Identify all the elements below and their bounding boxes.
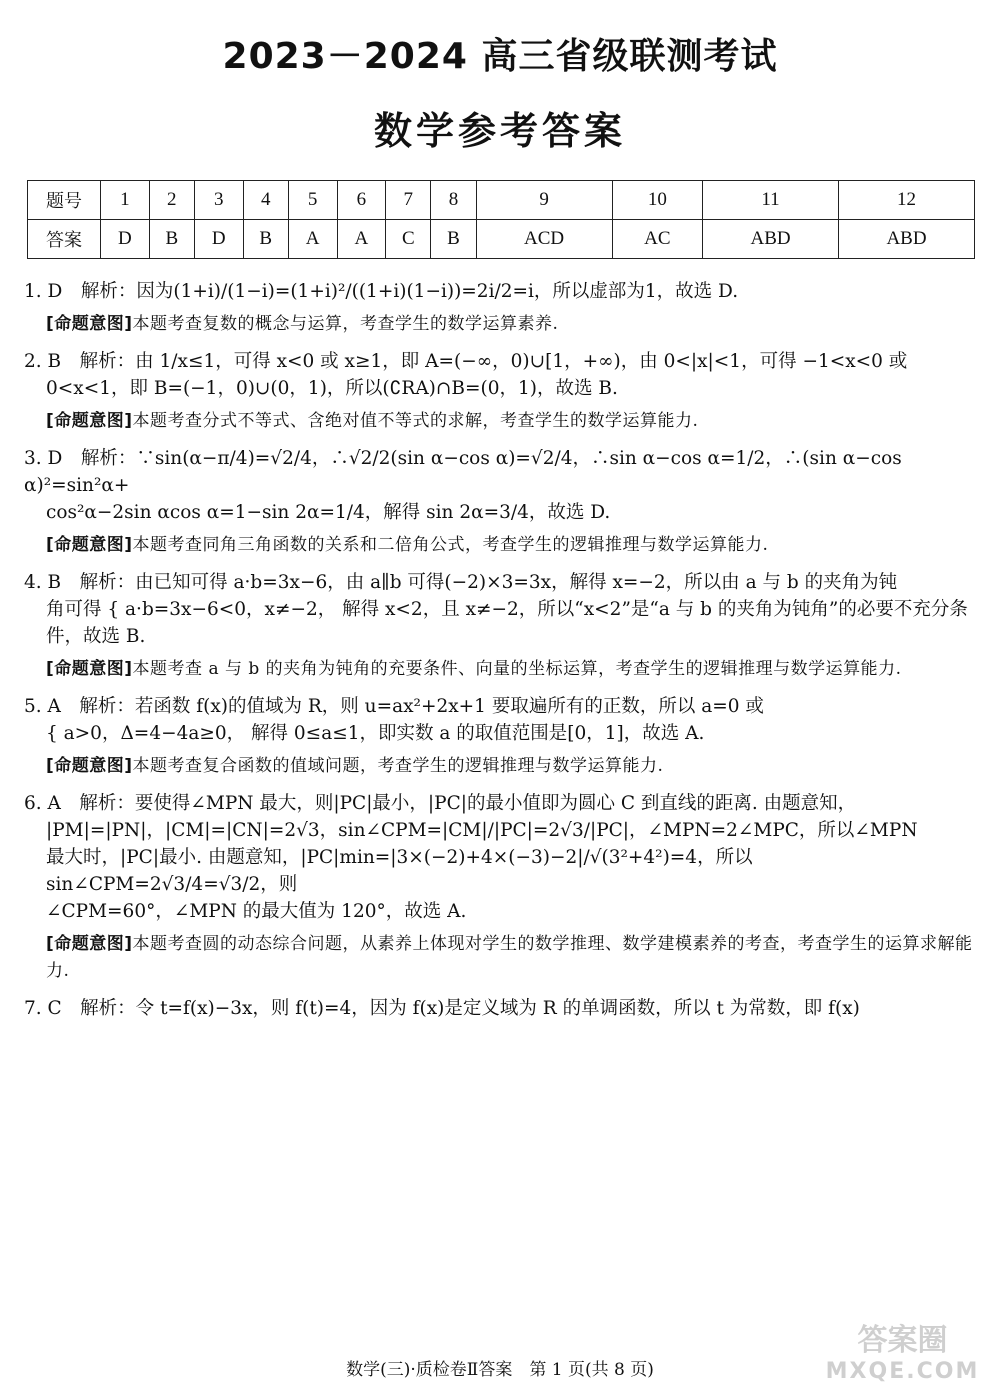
answer-cell: ABD — [703, 220, 839, 259]
solution-2 — [24, 348, 979, 402]
answer-cell: C — [386, 220, 431, 259]
solution-line: ∠CPM=60°，∠MPN 的最大值为 120°，故选 A. — [46, 901, 467, 922]
answer-cell: ACD — [476, 220, 612, 259]
answer-cell: A — [288, 220, 337, 259]
answer-cell: ABD — [839, 220, 975, 259]
intent-text: 本题考查分式不等式、含绝对值不等式的求解，考查学生的数学运算能力. — [132, 411, 699, 431]
answer-cell: A — [337, 220, 386, 259]
intent-3 — [24, 532, 979, 559]
question-number: 9 — [476, 181, 612, 220]
solution-6 — [24, 790, 979, 925]
intent-1 — [24, 311, 979, 338]
intent-text: 本题考查复数的概念与运算，考查学生的数学运算素养. — [132, 314, 559, 334]
intent-4 — [24, 656, 979, 683]
solution-line: 件，故选 B. — [46, 626, 146, 647]
answer-row — [28, 220, 975, 259]
answer-cell: D — [194, 220, 243, 259]
intent-2 — [24, 408, 979, 435]
solution-line: { a>0，Δ=4−4a≥0， 解得 0≤a≤1，即实数 a 的取值范围是[0，1]，故选 A. — [46, 723, 705, 744]
question-number: 6 — [337, 181, 386, 220]
row-header-answer: 答案 — [28, 220, 101, 259]
intent-5 — [24, 753, 979, 780]
question-number: 10 — [612, 181, 703, 220]
solution-line: 角可得 { a·b=3x−6<0，x≠−2， 解得 x<2，且 x≠−2，所以“x<2”是“a 与 b 的夹角为钝角”的必要不充分条 — [46, 599, 968, 620]
question-number: 1 — [101, 181, 150, 220]
solution-line: |PM|=|PN|，|CM|=|CN|=2√3，sin∠CPM=|CM|/|PC|=2√3/|PC|，∠MPN=2∠MPC，所以∠MPN — [46, 820, 918, 841]
watermark-top-text: 答案圈 — [857, 1323, 948, 1358]
solution-line: 6. A 解析：要使得∠MPN 最大，则|PC|最小，|PC|的最小值即为圆心 C 到直线的距离. 由题意知， — [24, 793, 857, 814]
question-number: 5 — [288, 181, 337, 220]
intent-6 — [24, 931, 979, 985]
intent-text: 本题考查 a 与 b 的夹角为钝角的充要条件、向量的坐标运算，考查学生的逻辑推理与数学运算能力. — [132, 659, 902, 679]
answer-cell: B — [243, 220, 288, 259]
answer-cell: D — [101, 220, 150, 259]
answer-cell: B — [431, 220, 476, 259]
question-number-row — [28, 181, 975, 220]
solution-line: 4. B 解析：由已知可得 a·b=3x−6，由 a∥b 可得(−2)×3=3x，解得 x=−2，所以由 a 与 b 的夹角为钝 — [24, 572, 898, 593]
intent-text: 本题考查同角三角函数的关系和二倍角公式，考查学生的逻辑推理与数学运算能力. — [132, 535, 769, 555]
solution-line: 7. C 解析：令 t=f(x)−3x，则 f(t)=4，因为 f(x)是定义域为 R 的单调函数，所以 t 为常数，即 f(x) — [24, 998, 860, 1019]
solution-line: 2. B 解析：由 1/x≤1，可得 x<0 或 x≥1，即 A=(−∞，0)∪[1，+∞)，由 0<|x|<1，可得 −1<x<0 或 — [24, 351, 908, 372]
intent-tag: [命题意图] — [46, 411, 133, 431]
intent-tag: [命题意图] — [46, 934, 133, 954]
intent-tag: [命题意图] — [46, 756, 133, 776]
solution-1 — [24, 278, 979, 305]
intent-tag: [命题意图] — [46, 659, 133, 679]
question-number: 4 — [243, 181, 288, 220]
question-number: 3 — [194, 181, 243, 220]
watermark-url: MXQE.COM — [825, 1359, 980, 1384]
watermark-logo — [815, 1315, 990, 1390]
document-subtitle: 数学参考答案 — [373, 109, 626, 153]
solution-line: 0<x<1，即 B=(−1，0)∪(0，1)，所以(∁RA)∩B=(0，1)，故选 B. — [46, 378, 618, 399]
solution-line: 1. D 解析：因为(1+i)/(1−i)=(1+i)²/((1+i)(1−i))=2i/2=i，所以虚部为1，故选 D. — [24, 281, 739, 302]
solutions-body — [24, 278, 979, 1028]
solution-4 — [24, 569, 979, 650]
solution-line: 3. D 解析：∵sin(α−π/4)=√2/4，∴√2/2(sin α−cos α)=√2/4，∴sin α−cos α=1/2，∴(sin α−cos α)²=sin²α+ — [24, 448, 902, 496]
exam-title: 2023－2024 高三省级联测考试 — [222, 36, 778, 77]
page-footer: 数学(三)·质检卷Ⅱ答案 第 1 页(共 8 页) — [346, 1360, 654, 1380]
question-number: 11 — [703, 181, 839, 220]
intent-text: 本题考查圆的动态综合问题，从素养上体现对学生的数学推理、数学建模素养的考查，考查学生的运算求解能力. — [46, 934, 973, 981]
solution-3 — [24, 445, 979, 526]
question-number: 12 — [839, 181, 975, 220]
solution-5 — [24, 693, 979, 747]
intent-text: 本题考查复合函数的值域问题，考查学生的逻辑推理与数学运算能力. — [132, 756, 664, 776]
solution-7 — [24, 995, 979, 1022]
solution-line: 最大时，|PC|最小. 由题意知，|PC|min=|3×(−2)+4×(−3)−2|/√(3²+4²)=4，所以 sin∠CPM=2√3/4=√3/2，则 — [46, 847, 753, 895]
solution-line: 5. A 解析：若函数 f(x)的值域为 R，则 u=ax²+2x+1 要取遍所有的正数，所以 a=0 或 — [24, 696, 764, 717]
answer-table — [27, 180, 975, 259]
intent-tag: [命题意图] — [46, 314, 133, 334]
solution-line: cos²α−2sin αcos α=1−sin 2α=1/4，解得 sin 2α=3/4，故选 D. — [46, 502, 611, 523]
question-number: 7 — [386, 181, 431, 220]
question-number: 2 — [149, 181, 194, 220]
intent-tag: [命题意图] — [46, 535, 133, 555]
answer-cell: B — [149, 220, 194, 259]
answer-cell: AC — [612, 220, 703, 259]
row-header-number: 题号 — [28, 181, 101, 220]
question-number: 8 — [431, 181, 476, 220]
